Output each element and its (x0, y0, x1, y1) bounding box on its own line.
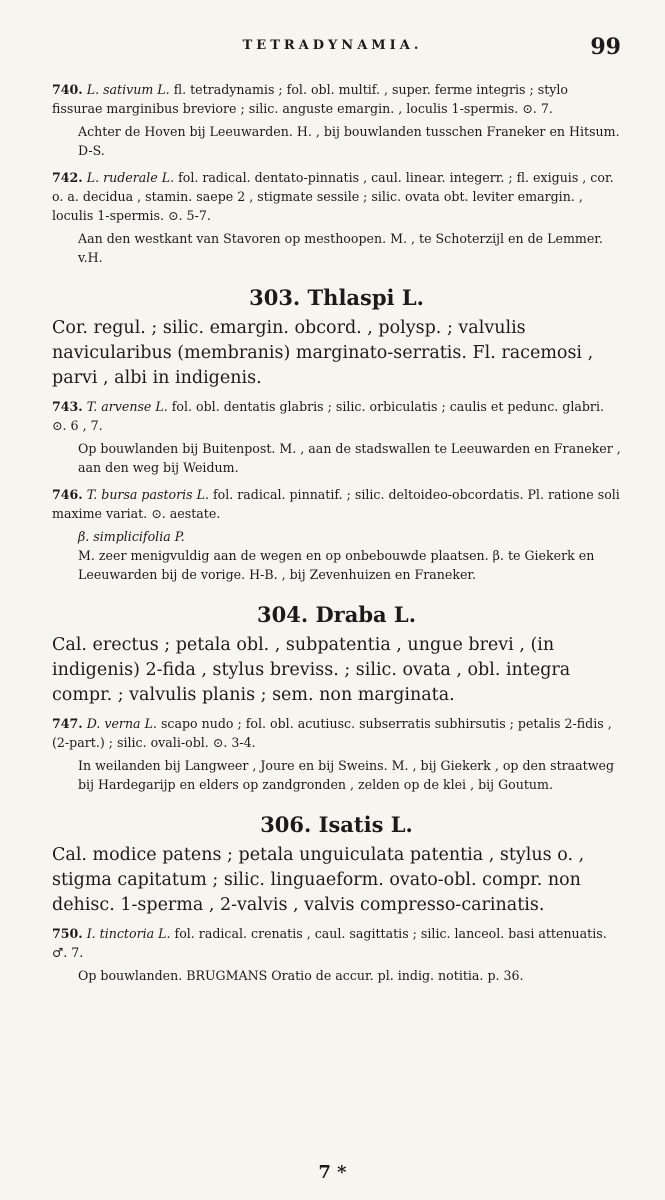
entry-text: scapo nudo ; fol. obl. acutiusc. subserratis subhirsutis ; petalis 2-fidis , (2-part.) ; silic. ovali-obl. ⊙. 3-4. (52, 716, 612, 750)
running-head (0, 34, 665, 66)
entry-750 (52, 924, 621, 962)
page-number: 99 (590, 34, 621, 60)
section-desc-isatis: Cal. modice patens ; petala unguiculata patentia , stylus o. , stigma capitatum ; silic. linguaeform. ovato-obl. compr. non dehisc. 1-sperma , 2-valvis , valvis compresso-carinatis. (52, 845, 585, 915)
entry-number: 746. (52, 487, 83, 502)
entry-number: 740. (52, 82, 83, 97)
species-name: T. bursa pastoris L. (86, 487, 209, 502)
entry-number: 750. (52, 926, 83, 941)
entry-text: fol. radical. pinnatif. ; silic. deltoideo-obcordatis. Pl. ratione soli maxime variat. ⊙. aestate. (52, 487, 620, 521)
entry-number: 747. (52, 716, 83, 731)
section-title-thlaspi: 303. Thlaspi L. (249, 285, 424, 310)
locality-742: Aan den westkant van Stavoren op mesthoopen. M. , te Schoterzijl en de Lemmer. v.H. (78, 231, 603, 265)
locality-747: In weilanden bij Langweer , Joure en bij Sweins. M. , bij Giekerk , op den straatweg bij Hardegarijp en elders op zandgronden , zelden op de klei , bij Goutum. (78, 758, 615, 792)
locality-750: Op bouwlanden. BRUGMANS Oratio de accur. pl. indig. notitia. p. 36. (78, 968, 524, 983)
entry-text: fol. obl. dentatis glabris ; silic. orbiculatis ; caulis et pedunc. glabri. ⊙. 6 , 7. (52, 399, 604, 433)
page-body (52, 80, 621, 993)
entry-number: 742. (52, 170, 83, 185)
entry-743 (52, 397, 621, 435)
signature-mark: 7 * (318, 1162, 347, 1183)
entry-text: fol. radical. crenatis , caul. sagittatis ; silic. lanceol. basi attenuatis. ♂. 7. (52, 926, 607, 960)
entry-text: fl. tetradynamis ; fol. obl. multif. , super. ferme integris ; stylo fissurae marginibus breviore ; silic. anguste emargin. , loculis 1-spermis. ⊙. 7. (52, 82, 569, 116)
species-name: D. verna L. (86, 716, 157, 731)
section-desc-draba: Cal. erectus ; petala obl. , subpatentia , ungue brevi , (in indigenis) 2-fida , stylus breviss. ; silic. ovata , obl. integra compr. ; valvulis planis ; sem. non marginata. (52, 635, 571, 705)
entry-746 (52, 485, 621, 523)
section-title-isatis: 306. Isatis L. (260, 812, 413, 837)
entry-number: 743. (52, 399, 83, 414)
entry-740 (52, 80, 621, 118)
entry-text: fol. radical. dentato-pinnatis , caul. linear. integerr. ; fl. exiguis , cor. o. a. decidua , stamin. saepe 2 , stigmate sessile ; silic. ovata obt. leviter emargin. , loculis 1-spermis. ⊙. 5-7. (52, 170, 614, 223)
locality-746: M. zeer menigvuldig aan de wegen en op onbebouwde plaatsen. β. te Giekerk en Leeuwarden bij de vorige. H-B. , bij Zevenhuizen en Franeker. (78, 548, 595, 582)
variety-746 (52, 527, 621, 546)
locality-740: Achter de Hoven bij Leeuwarden. H. , bij bouwlanden tusschen Franeker en Hitsum. D-S. (78, 124, 620, 158)
locality-743: Op bouwlanden bij Buitenpost. M. , aan de stadswallen te Leeuwarden en Franeker , aan den weg bij Weidum. (78, 441, 621, 475)
species-name: L. sativum L. (86, 82, 170, 97)
species-name: L. ruderale L. (86, 170, 175, 185)
section-desc-thlaspi: Cor. regul. ; silic. emargin. obcord. , polysp. ; valvulis navicularibus (membranis) marginato-serratis. Fl. racemosi , parvi , albi in indigenis. (52, 318, 594, 388)
entry-747 (52, 714, 621, 752)
variety-name: β. simplicifolia P. (78, 529, 185, 544)
entry-742 (52, 168, 621, 225)
species-name: I. tinctoria L. (86, 926, 171, 941)
species-name: T. arvense L. (86, 399, 168, 414)
running-title: TETRADYNAMIA. (242, 38, 423, 53)
section-title-draba: 304. Draba L. (256, 602, 417, 627)
